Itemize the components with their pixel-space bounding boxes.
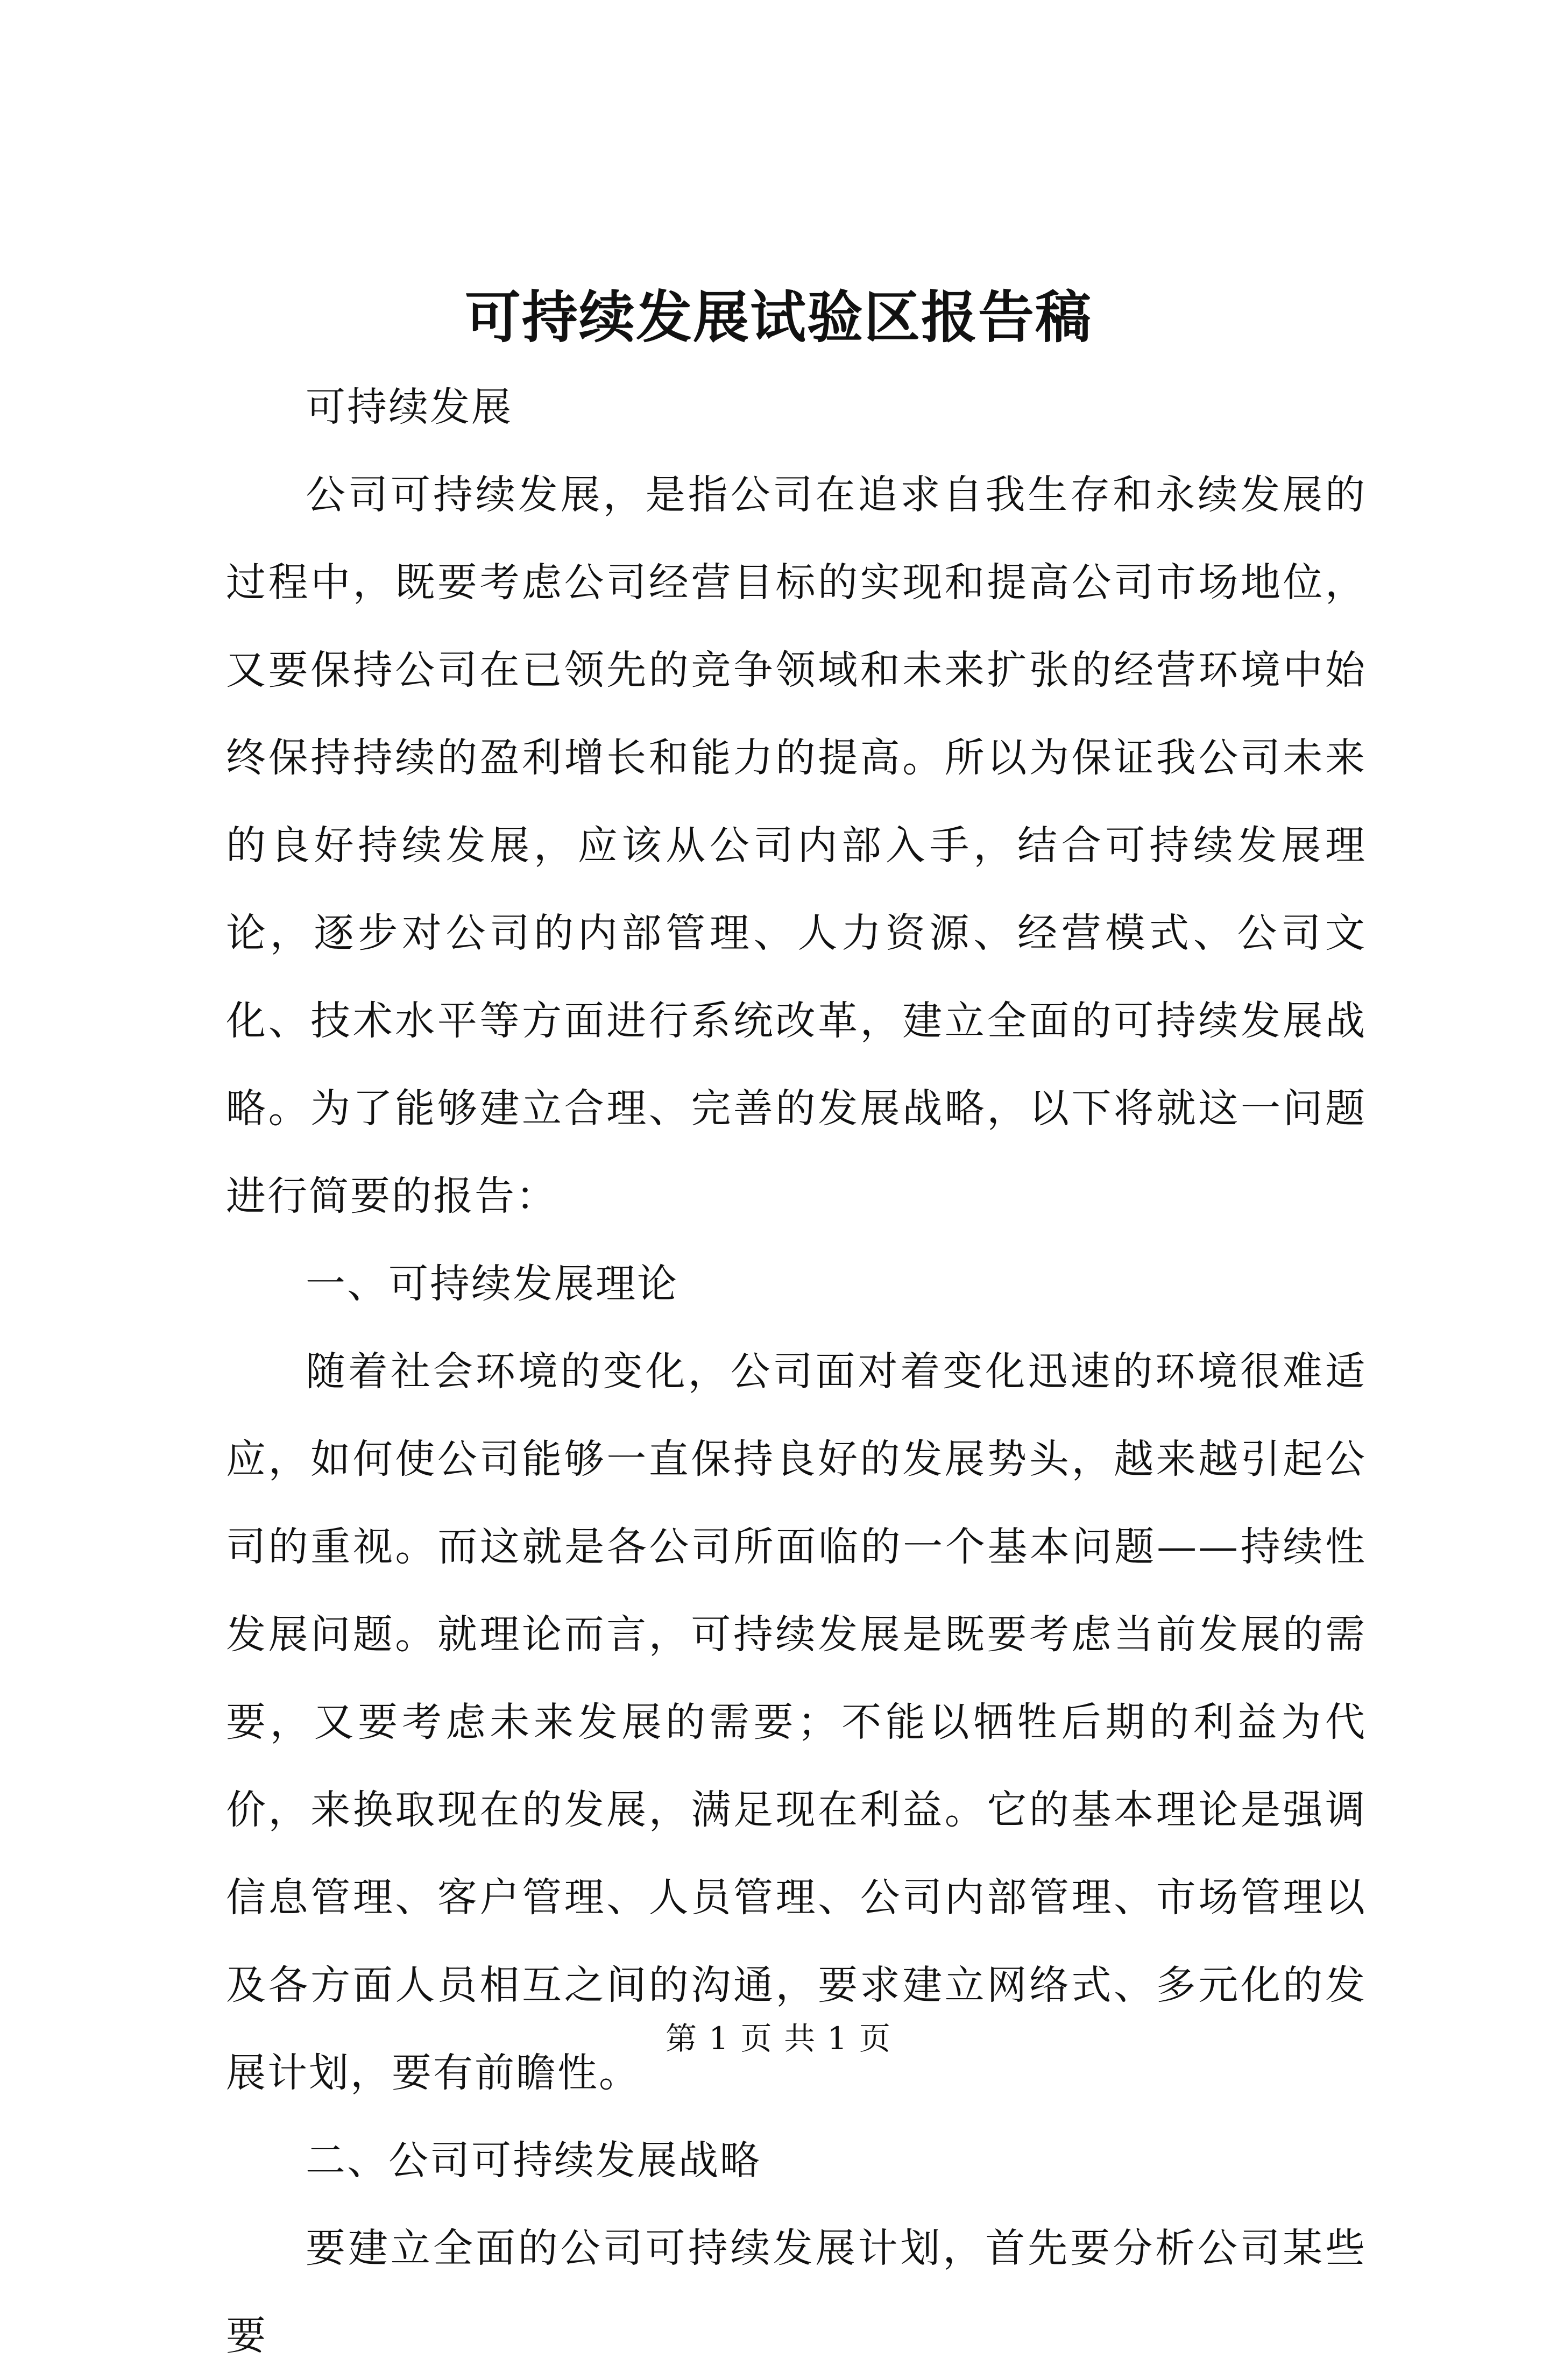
document-body xyxy=(226,364,1367,2380)
section-heading-strategy: 二、公司可持续发展战略 xyxy=(306,2137,761,2184)
page-number-footer: 第 1 页 共 1 页 xyxy=(666,2020,891,2057)
paragraph-strategy: 要建立全面的公司可持续发展计划，首先要分析公司某些要 xyxy=(226,2225,1367,2359)
section-heading-theory: 一、可持续发展理论 xyxy=(306,1261,678,1307)
paragraph-introduction: 公司可持续发展，是指公司在追求自我生存和永续发展的过程中，既要考虑公司经营目标的实现和提高公司市场地位，又要保持公司在已领先的竞争领域和未来扩张的经营环境中始终保持持续的盈利增长和能力的提高。所以为保证我公司未来的良好持续发展，应该从公司内部入手，结合可持续发展理论，逐步对公司的内部管理、人力资源、经营模式、公司文化、技术水平等方面进行系统改革，建立全面的可持续发展战略。为了能够建立合理、完善的发展战略，以下将就这一问题进行简要的报告： xyxy=(226,472,1367,1219)
paragraph-topic-heading: 可持续发展 xyxy=(306,384,513,430)
document-title: 可持续发展试验区报告稿 xyxy=(464,284,1092,350)
paragraph-theory: 随着社会环境的变化，公司面对着变化迅速的环境很难适应，如何使公司能够一直保持良好的发展势头，越来越引起公司的重视。而这就是各公司所面临的一个基本问题——持续性发展问题。就理论而言，可持续发展是既要考虑当前发展的需要，又要考虑未来发展的需要；不能以牺牲后期的利益为代价，来换取现在的发展，满足现在利益。它的基本理论是强调信息管理、客户管理、人员管理、公司内部管理、市场管理以及各方面人员相互之间的沟通，要求建立网络式、多元化的发展计划，要有前瞻性。 xyxy=(226,1348,1367,2096)
